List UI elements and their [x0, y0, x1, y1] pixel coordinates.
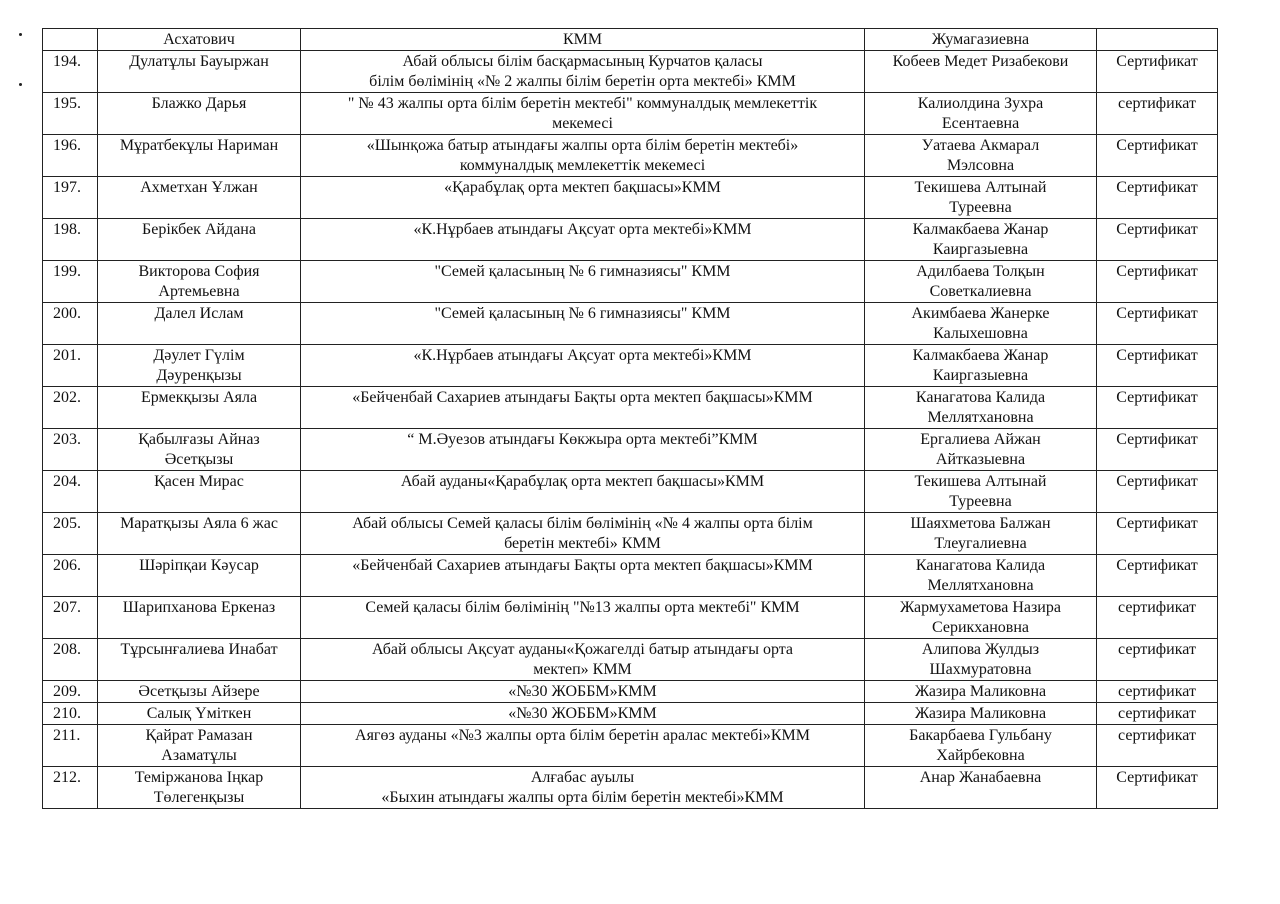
table-row — [43, 703, 1218, 725]
participant-name: Ермекқызы Аяла — [98, 387, 301, 429]
row-number: 195. — [43, 93, 98, 135]
certificate-status: сертификат — [1097, 597, 1218, 639]
row-number: 198. — [43, 219, 98, 261]
organization: «К.Нұрбаев атындағы Ақсуат орта мектебі»КММ — [301, 219, 865, 261]
participant-name: Далел Ислам — [98, 303, 301, 345]
certificate-status: сертификат — [1097, 681, 1218, 703]
teacher-name: Ергалиева Айжан Айтказыевна — [865, 429, 1097, 471]
certificate-status: Сертификат — [1097, 513, 1218, 555]
organization: Алғабас ауылы «Быхин атындағы жалпы орта білім беретін мектебі»КММ — [301, 767, 865, 809]
organization: Абай ауданы«Қарабұлақ орта мектеп бақшасы»КММ — [301, 471, 865, 513]
participant-name: Салық Үміткен — [98, 703, 301, 725]
row-number: 203. — [43, 429, 98, 471]
margin-mark — [19, 33, 22, 36]
participant-name: Қайрат Рамазан Азаматұлы — [98, 725, 301, 767]
participant-name: Әсетқызы Айзере — [98, 681, 301, 703]
organization: «№30 ЖОББМ»КММ — [301, 681, 865, 703]
row-number: 197. — [43, 177, 98, 219]
table-row — [43, 219, 1218, 261]
organization: Абай облысы Ақсуат ауданы«Қожагелді батыр атындағы орта мектеп» КММ — [301, 639, 865, 681]
organization: “ М.Әуезов атындағы Көкжыра орта мектебі”КММ — [301, 429, 865, 471]
certificate-status: Сертификат — [1097, 387, 1218, 429]
organization: Абай облысы білім басқармасының Курчатов қаласы білім бөлімінің «№ 2 жалпы білім беретін орта мектебі» КММ — [301, 51, 865, 93]
organization: Аягөз ауданы «№3 жалпы орта білім беретін аралас мектебі»КММ — [301, 725, 865, 767]
certificate-status: сертификат — [1097, 725, 1218, 767]
organization: КММ — [301, 29, 865, 51]
continued-row — [43, 29, 1218, 51]
table-row — [43, 51, 1218, 93]
certificate-status: сертификат — [1097, 703, 1218, 725]
certificate-status: Сертификат — [1097, 177, 1218, 219]
table-row — [43, 387, 1218, 429]
certificate-status — [1097, 29, 1218, 51]
row-number: 209. — [43, 681, 98, 703]
teacher-name: Канагатова Калида Меллятхановна — [865, 555, 1097, 597]
teacher-name: Уатаева Акмарал Мэлсовна — [865, 135, 1097, 177]
participant-name: Асхатович — [98, 29, 301, 51]
certificate-status: Сертификат — [1097, 471, 1218, 513]
teacher-name: Жумагазиевна — [865, 29, 1097, 51]
participant-name: Викторова София Артемьевна — [98, 261, 301, 303]
row-number: 208. — [43, 639, 98, 681]
certificate-status: Сертификат — [1097, 261, 1218, 303]
row-number: 204. — [43, 471, 98, 513]
organization: «Бейченбай Сахариев атындағы Бақты орта мектеп бақшасы»КММ — [301, 387, 865, 429]
table-row — [43, 345, 1218, 387]
organization: «К.Нұрбаев атындағы Ақсуат орта мектебі»КММ — [301, 345, 865, 387]
table-row — [43, 93, 1218, 135]
organization: "Семей қаласының № 6 гимназиясы" КММ — [301, 303, 865, 345]
table-row — [43, 135, 1218, 177]
participant-name: Дәулет Гүлім Дәуренқызы — [98, 345, 301, 387]
certificate-status: сертификат — [1097, 93, 1218, 135]
certificate-status: Сертификат — [1097, 51, 1218, 93]
organization: Абай облысы Семей қаласы білім бөлімінің «№ 4 жалпы орта білім беретін мектебі» КММ — [301, 513, 865, 555]
table-row — [43, 471, 1218, 513]
table-body — [43, 29, 1218, 809]
table-row — [43, 303, 1218, 345]
row-number: 211. — [43, 725, 98, 767]
certificate-status: Сертификат — [1097, 555, 1218, 597]
participant-name: Маратқызы Аяла 6 жас — [98, 513, 301, 555]
row-number: 194. — [43, 51, 98, 93]
teacher-name: Бакарбаева Гульбану Хайрбековна — [865, 725, 1097, 767]
table-row — [43, 597, 1218, 639]
teacher-name: Жазира Маликовна — [865, 703, 1097, 725]
table-row — [43, 639, 1218, 681]
table-row — [43, 429, 1218, 471]
certificate-status: Сертификат — [1097, 135, 1218, 177]
table-row — [43, 767, 1218, 809]
teacher-name: Алипова Жулдыз Шахмуратовна — [865, 639, 1097, 681]
teacher-name: Калмакбаева Жанар Каиргазыевна — [865, 345, 1097, 387]
participant-name: Берікбек Айдана — [98, 219, 301, 261]
row-number: 212. — [43, 767, 98, 809]
certificate-status: Сертификат — [1097, 303, 1218, 345]
teacher-name: Канагатова Калида Меллятхановна — [865, 387, 1097, 429]
teacher-name: Адилбаева Толқын Советкалиевна — [865, 261, 1097, 303]
participant-name: Мұратбекұлы Нариман — [98, 135, 301, 177]
certificate-status: Сертификат — [1097, 767, 1218, 809]
teacher-name: Шаяхметова Балжан Тлеугалиевна — [865, 513, 1097, 555]
participant-name: Қасен Мирас — [98, 471, 301, 513]
teacher-name: Анар Жанабаевна — [865, 767, 1097, 809]
organization: «Бейченбай Сахариев атындағы Бақты орта мектеп бақшасы»КММ — [301, 555, 865, 597]
row-number: 202. — [43, 387, 98, 429]
teacher-name: Кобеев Медет Ризабекови — [865, 51, 1097, 93]
certificate-status: Сертификат — [1097, 219, 1218, 261]
organization: «Шынқожа батыр атындағы жалпы орта білім беретін мектебі» коммуналдық мемлекеттік мекемесі — [301, 135, 865, 177]
teacher-name: Жазира Маликовна — [865, 681, 1097, 703]
teacher-name: Калиолдина Зухра Есентаевна — [865, 93, 1097, 135]
row-number: 200. — [43, 303, 98, 345]
teacher-name: Акимбаева Жанерке Калыхешовна — [865, 303, 1097, 345]
organization: "Семей қаласының № 6 гимназиясы" КММ — [301, 261, 865, 303]
participant-name: Теміржанова Іңкар Төлегенқызы — [98, 767, 301, 809]
certificate-status: сертификат — [1097, 639, 1218, 681]
participant-name: Шарипханова Еркеназ — [98, 597, 301, 639]
organization: " № 43 жалпы орта білім беретін мектебі" коммуналдық мемлекеттік мекемесі — [301, 93, 865, 135]
teacher-name: Текишева Алтынай Туреевна — [865, 471, 1097, 513]
row-number — [43, 29, 98, 51]
certificate-status: Сертификат — [1097, 429, 1218, 471]
margin-mark — [19, 83, 22, 86]
row-number: 210. — [43, 703, 98, 725]
participant-name: Дулатұлы Бауыржан — [98, 51, 301, 93]
table-row — [43, 513, 1218, 555]
teacher-name: Текишева Алтынай Туреевна — [865, 177, 1097, 219]
table-row — [43, 177, 1218, 219]
teacher-name: Жармухаметова Назира Серикхановна — [865, 597, 1097, 639]
row-number: 196. — [43, 135, 98, 177]
teacher-name: Калмакбаева Жанар Каиргазыевна — [865, 219, 1097, 261]
row-number: 199. — [43, 261, 98, 303]
table-row — [43, 725, 1218, 767]
organization: «№30 ЖОББМ»КММ — [301, 703, 865, 725]
participant-name: Қабылғазы Айназ Әсетқызы — [98, 429, 301, 471]
row-number: 201. — [43, 345, 98, 387]
row-number: 207. — [43, 597, 98, 639]
participant-name: Блажко Дарья — [98, 93, 301, 135]
organization: Семей қаласы білім бөлімінің "№13 жалпы орта мектебі" КММ — [301, 597, 865, 639]
participant-name: Тұрсынғалиева Инабат — [98, 639, 301, 681]
certificate-status: Сертификат — [1097, 345, 1218, 387]
table-row — [43, 681, 1218, 703]
table-row — [43, 555, 1218, 597]
participants-table — [42, 28, 1218, 809]
organization: «Қарабұлақ орта мектеп бақшасы»КММ — [301, 177, 865, 219]
row-number: 205. — [43, 513, 98, 555]
participant-name: Ахметхан Ұлжан — [98, 177, 301, 219]
participant-name: Шәріпқаи Кәусар — [98, 555, 301, 597]
table-row — [43, 261, 1218, 303]
row-number: 206. — [43, 555, 98, 597]
